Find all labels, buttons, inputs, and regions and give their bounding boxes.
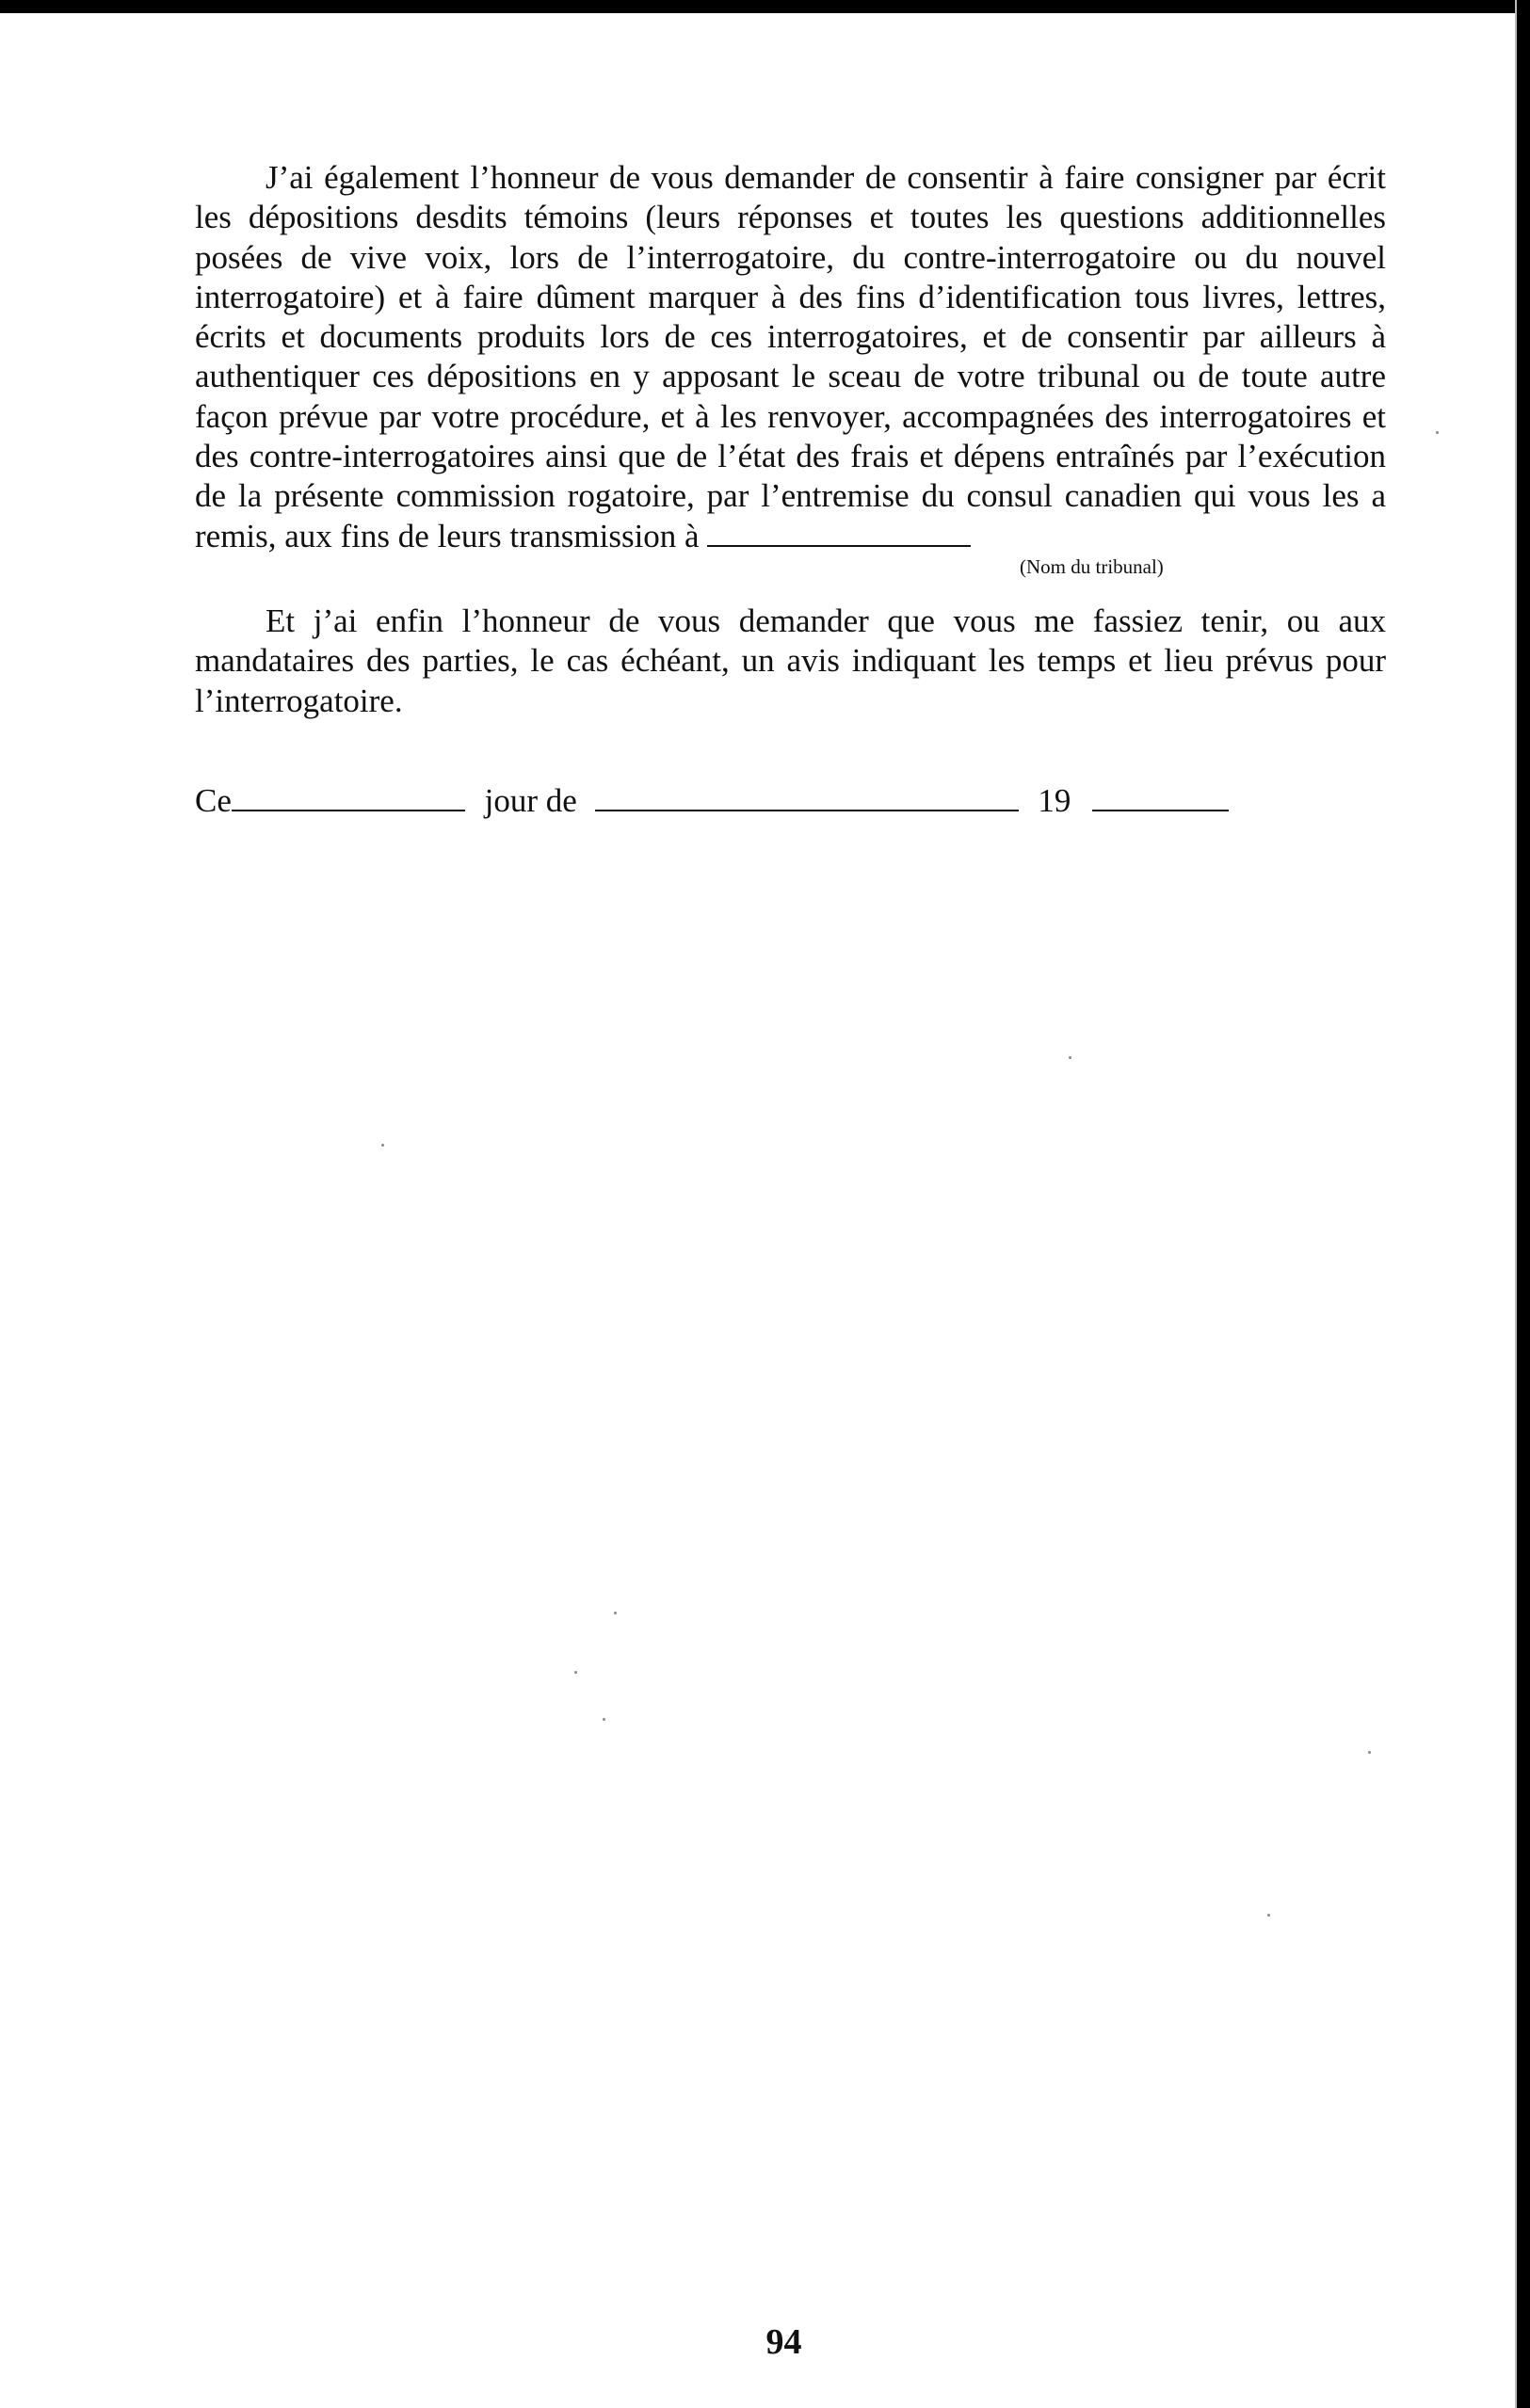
- paragraph-request-depositions: [195, 158, 1386, 556]
- court-name-blank: [707, 517, 971, 547]
- scan-speck: [1267, 1914, 1270, 1917]
- paragraph-request-notice: Et j’ai enfin l’honneur de vous demander que vous me fassiez tenir, ou aux mandataires des parties, le cas échéant, un avis indiquant les temps et lieu prévus pour l’interrogatoire.: [195, 602, 1386, 719]
- scan-speck: [574, 1671, 577, 1674]
- month-blank: [595, 781, 1019, 811]
- date-line: [195, 781, 1386, 821]
- court-name-caption: (Nom du tribunal): [1020, 554, 1164, 578]
- scan-speck: [1436, 431, 1439, 434]
- year-prefix: 19: [1038, 781, 1071, 819]
- scan-speck: [1368, 1751, 1371, 1754]
- document-body: [195, 158, 1386, 821]
- year-blank: [1092, 781, 1229, 811]
- scan-speck: [1069, 1056, 1071, 1059]
- page-number: 94: [765, 2322, 802, 2362]
- scan-speck: [614, 1612, 617, 1614]
- day-blank: [232, 781, 465, 811]
- scan-right-border-shadow: [1515, 0, 1517, 2408]
- scan-top-border: [0, 0, 1530, 13]
- date-prefix: Ce: [195, 781, 232, 819]
- paragraph-1-text: J’ai également l’honneur de vous demander de consentir à faire consigner par écrit les dépositions desdits témoins (leurs réponses et toutes les questions additionnelles posées de vive voix, lors de l’interrogatoire, du contre-interrogatoire ou du nouvel interrogatoire) et à faire dûment marquer à des fins d’identification tous livres, lettres, écrits et documents produits lors de ces interrogatoires, et de consentir par ailleurs à authentiquer ces dépositions en y apposant le sceau de votre tribunal ou de toute autre façon prévue par votre procédure, et à les renvoyer, accompagnées des interrogatoires et des contre-interrogatoires ainsi que de l’état des frais et dépens entraînés par l’exécution de la présente commission rogatoire, par l’entremise du consul canadien qui vous les a remis, aux fins de leurs transmission à: [195, 159, 1386, 554]
- scan-right-border: [1517, 0, 1530, 2408]
- scan-speck: [381, 1144, 384, 1147]
- scan-speck: [603, 1718, 605, 1721]
- date-middle: jour de: [484, 781, 577, 819]
